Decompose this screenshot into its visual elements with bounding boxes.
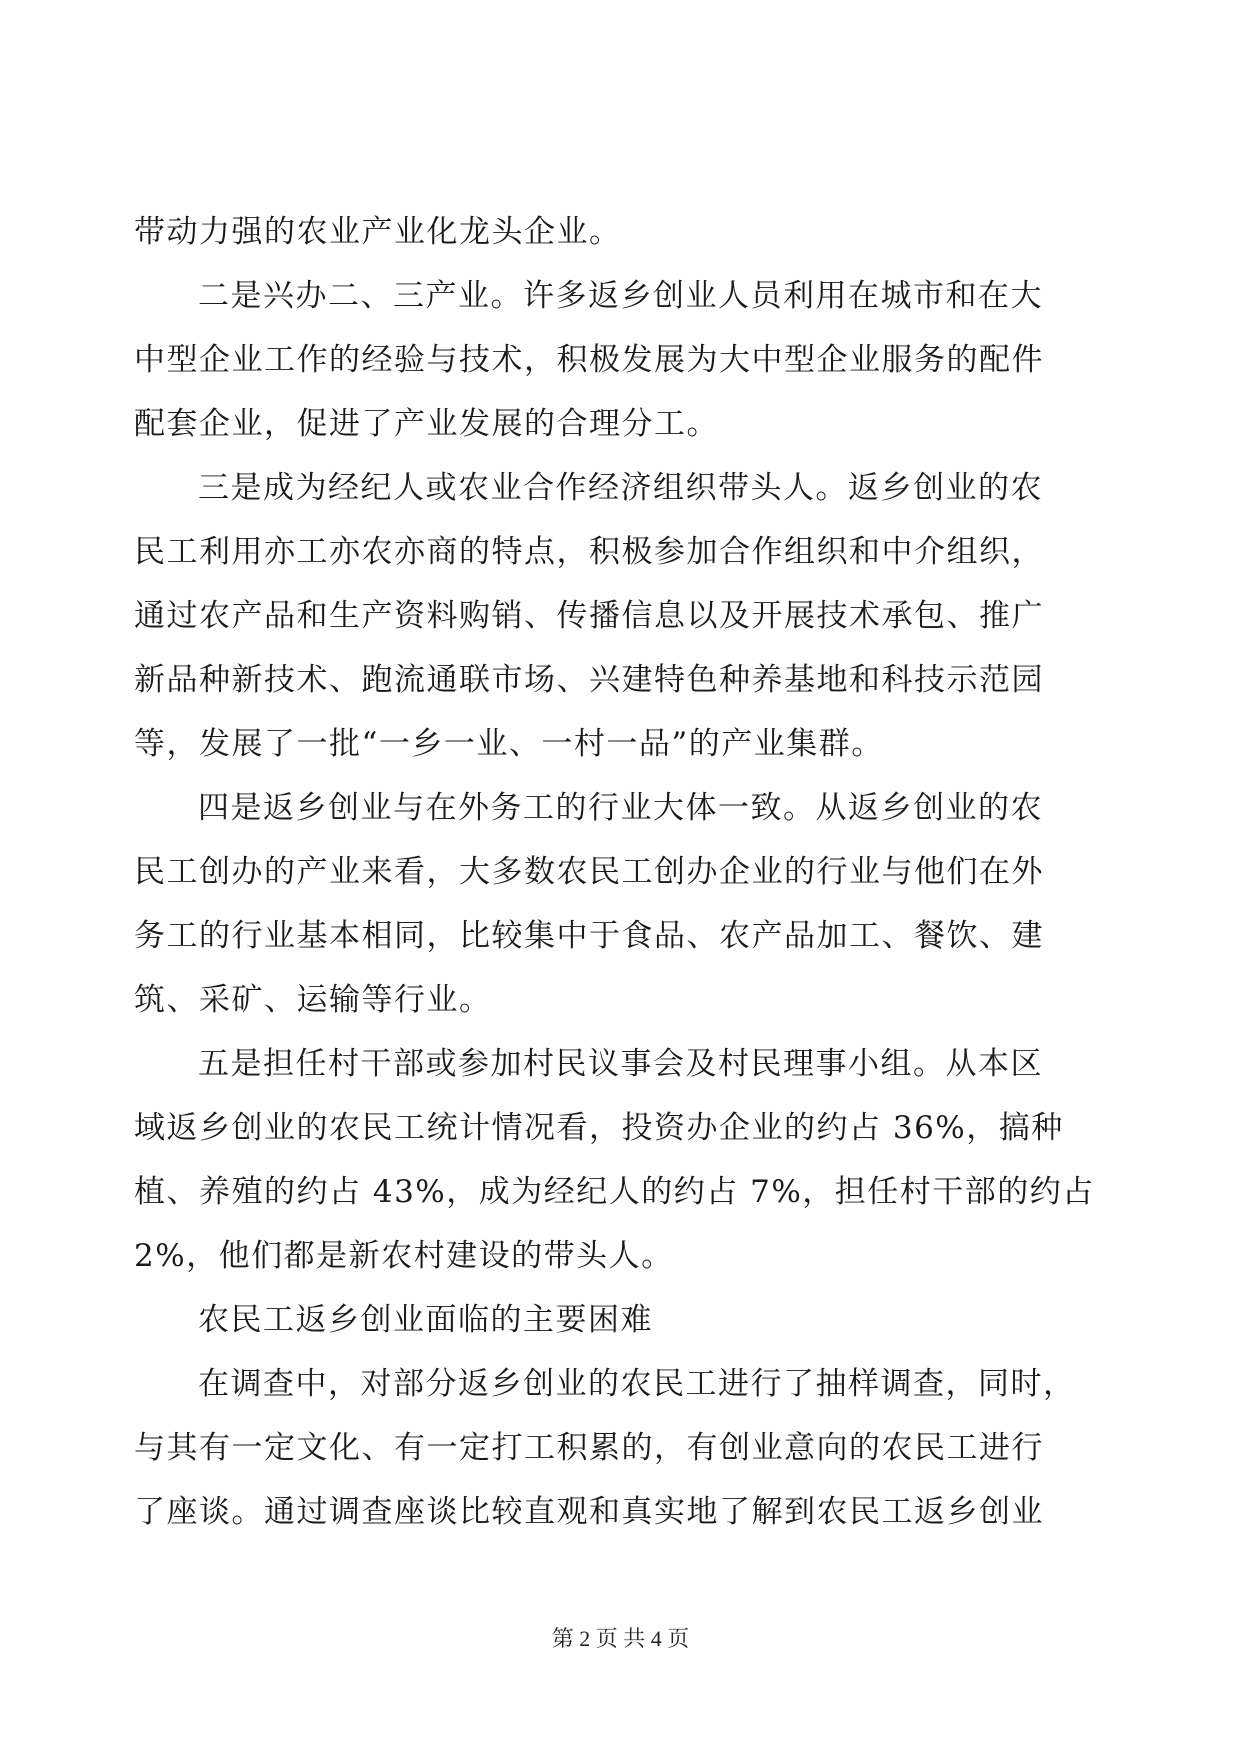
text-line: 民工利用亦工亦农亦商的特点，积极参加合作组织和中介组织， (134, 534, 1044, 570)
text-line: 等，发展了一批“一乡一业、一村一品”的产业集群。 (134, 726, 884, 762)
text-line: 通过农产品和生产资料购销、传播信息以及开展技术承包、推广 (134, 598, 1044, 634)
text-line: 务工的行业基本相同，比较集中于食品、农产品加工、餐饮、建 (134, 918, 1044, 954)
text-line: 民工创办的产业来看，大多数农民工创办企业的行业与他们在外 (134, 854, 1044, 890)
text-line: 新品种新技术、跑流通联市场、兴建特色种养基地和科技示范园 (134, 662, 1044, 698)
text-line: 三是成为经纪人或农业合作经济组织带头人。返乡创业的农 (198, 470, 1043, 506)
page-number-footer: 第 2 页 共 4 页 (551, 1626, 690, 1651)
text-line: 2%，他们都是新农村建设的带头人。 (134, 1238, 674, 1274)
text-line: 五是担任村干部或参加村民议事会及村民理事小组。从本区 (198, 1046, 1043, 1082)
text-line: 二是兴办二、三产业。许多返乡创业人员利用在城市和在大 (198, 278, 1043, 314)
text-line: 中型企业工作的经验与技术，积极发展为大中型企业服务的配件 (134, 342, 1044, 378)
text-line: 带动力强的农业产业化龙头企业。 (134, 214, 622, 250)
text-line: 在调查中，对部分返乡创业的农民工进行了抽样调查，同时， (198, 1366, 1076, 1402)
text-line: 与其有一定文化、有一定打工积累的，有创业意向的农民工进行 (134, 1430, 1044, 1466)
text-line: 四是返乡创业与在外务工的行业大体一致。从返乡创业的农 (198, 790, 1043, 826)
text-line: 筑、采矿、运输等行业。 (134, 982, 492, 1018)
text-line: 植、养殖的约占 43%，成为经纪人的约占 7%，担任村干部的约占 (134, 1174, 1095, 1210)
text-line: 配套企业，促进了产业发展的合理分工。 (134, 406, 719, 442)
section-heading: 农民工返乡创业面临的主要困难 (198, 1302, 653, 1338)
text-line: 了座谈。通过调查座谈比较直观和真实地了解到农民工返乡创业 (134, 1494, 1044, 1530)
text-line: 域返乡创业的农民工统计情况看，投资办企业的约占 36%，搞种 (134, 1110, 1064, 1146)
